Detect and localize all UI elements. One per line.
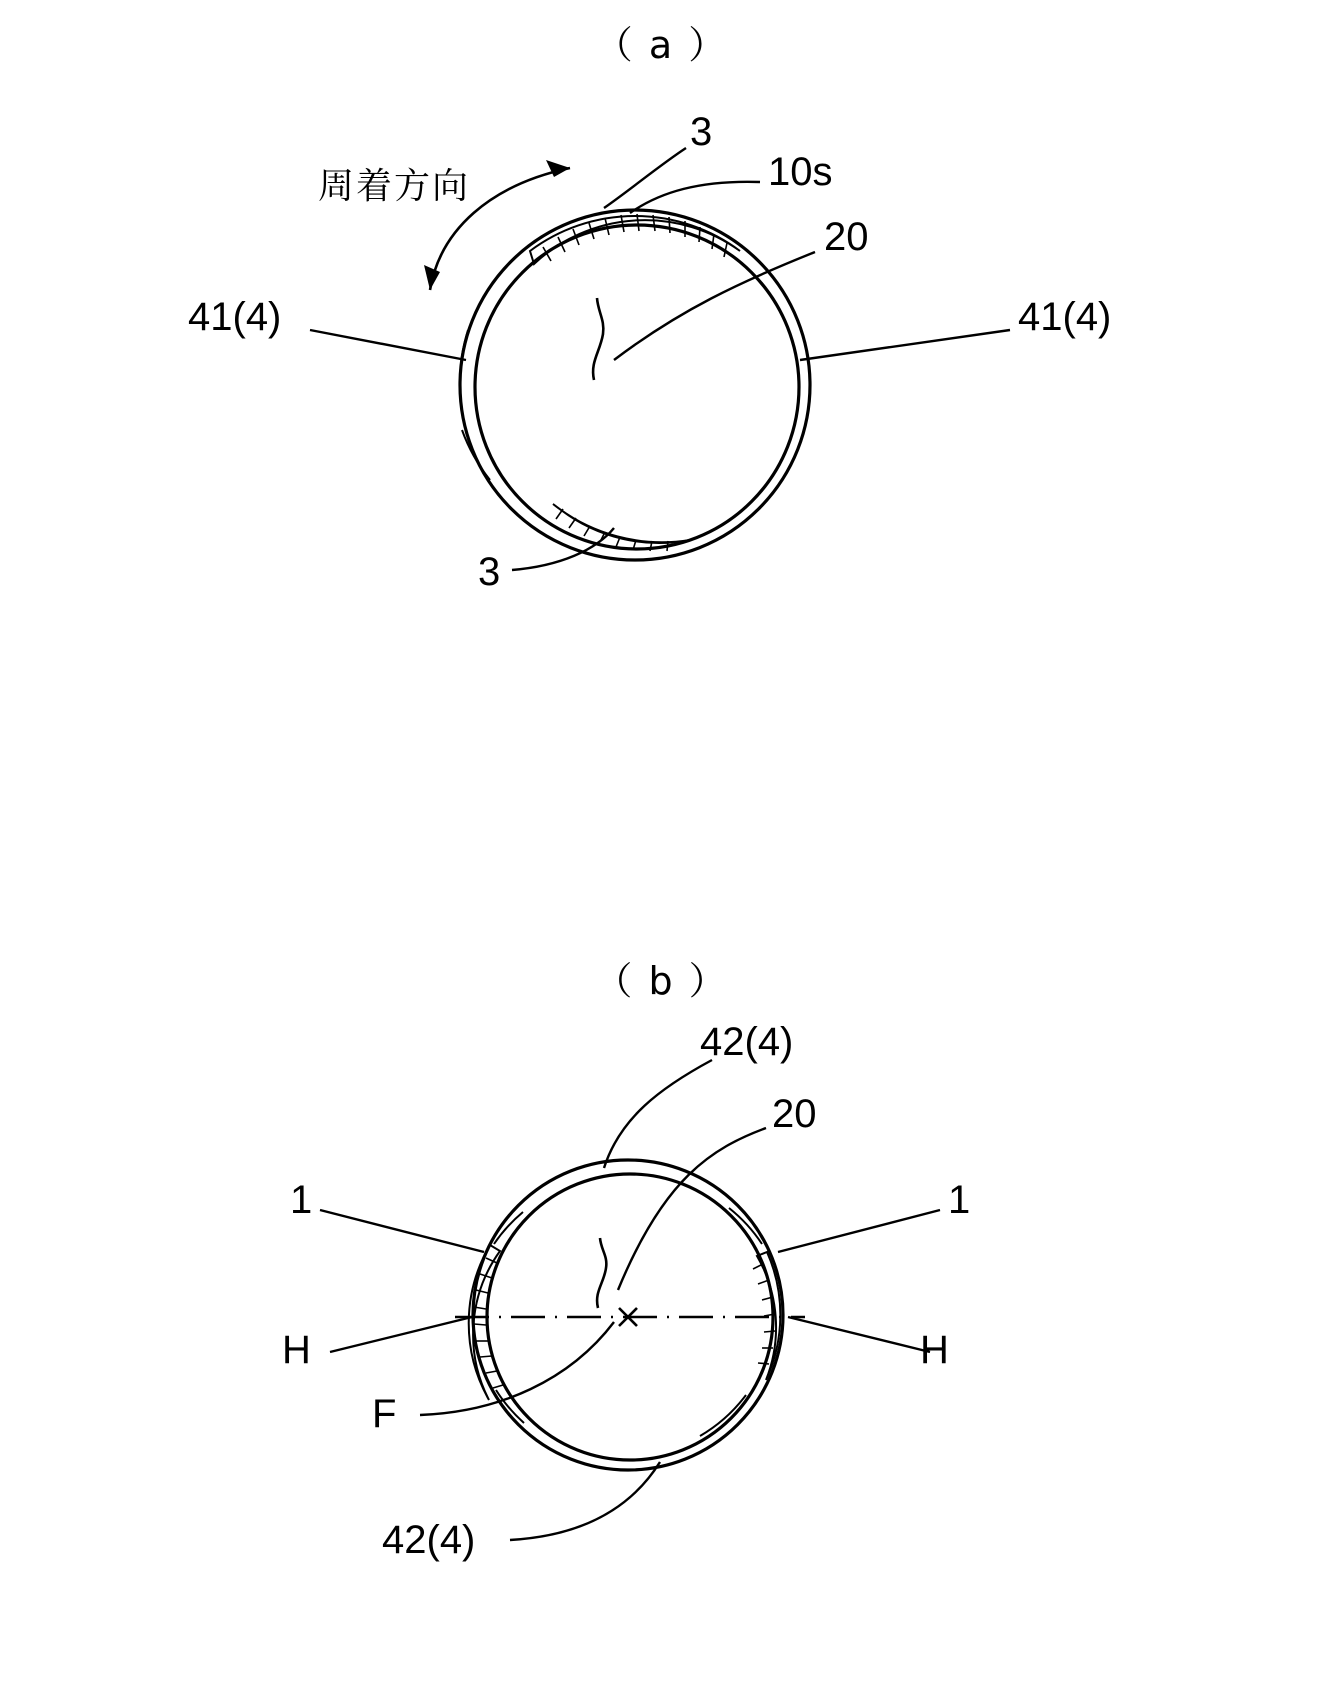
callout-1-left: 1 — [290, 1178, 313, 1222]
callout-20-squiggle — [593, 298, 603, 380]
hatched-band-bottom — [553, 504, 690, 551]
callout-41-left: 41(4) — [188, 295, 282, 339]
tube-inner-circle — [475, 225, 799, 549]
leader-f — [420, 1322, 614, 1415]
callout-h-left: H — [282, 1328, 311, 1372]
callout-20: 20 — [824, 215, 869, 259]
leader-3-top — [604, 148, 686, 208]
leader-h-right — [788, 1317, 930, 1352]
figure-panel-b — [0, 860, 1323, 1685]
callout-41-right: 41(4) — [1018, 295, 1112, 339]
callout-3-bottom: 3 — [478, 550, 501, 594]
winding-direction-label: 周着方向 — [318, 166, 471, 207]
leader-41-left — [310, 330, 466, 360]
panel-b-caption: （ b ） — [594, 959, 729, 1003]
leader-20 — [614, 252, 815, 360]
callout-42-bottom: 42(4) — [382, 1518, 476, 1562]
callout-10s: 10s — [768, 150, 833, 194]
callout-42-top: 42(4) — [700, 1020, 794, 1064]
callout-f: F — [372, 1392, 397, 1436]
callout-1-right: 1 — [948, 1178, 971, 1222]
tube-outer-circle — [460, 210, 810, 560]
panel-b-drawing — [0, 860, 1323, 1685]
callout-20: 20 — [772, 1092, 817, 1136]
panel-a-caption: （ a ） — [594, 23, 729, 67]
hatched-band-top — [530, 214, 740, 264]
leader-42-bottom — [510, 1462, 660, 1540]
callout-h-right: H — [920, 1328, 949, 1372]
tube-outer-circle — [473, 1160, 783, 1470]
leader-41-right — [800, 330, 1010, 360]
leader-1-left — [320, 1210, 484, 1252]
leader-3-bottom — [512, 528, 614, 570]
callout-3-top: 3 — [690, 110, 713, 154]
callout-20-squiggle — [597, 1238, 606, 1308]
leader-h-left — [330, 1317, 472, 1352]
wall-shading-marks — [494, 1208, 762, 1436]
leader-1-right — [778, 1210, 940, 1252]
leader-20 — [618, 1128, 766, 1290]
leader-10s — [630, 182, 760, 213]
leader-42-top — [604, 1060, 712, 1168]
